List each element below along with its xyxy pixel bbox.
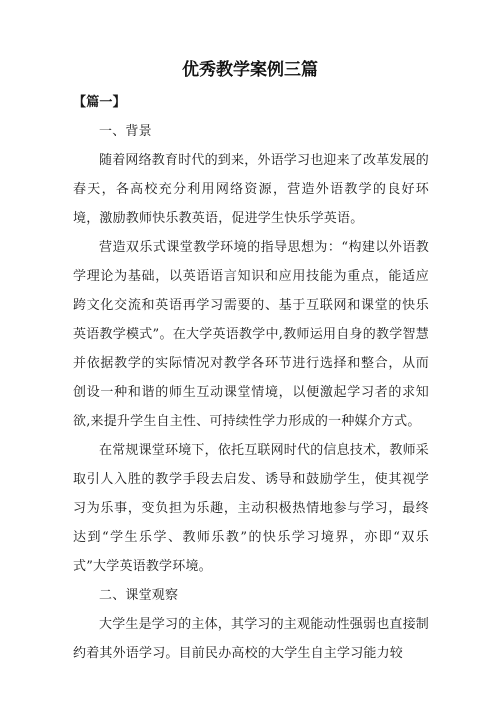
paragraph-2: 营造双乐式课堂教学环境的指导思想为：“构建以外语教学理论为基础，以英语语言知识和应用技能为重点，能适应跨文化交流和英语再学习需要的、基于互联网和课堂的快乐英语教学模式”。在大学英语教学中,教师运用自身的教学智慧并依据教学的实际情况对教学各环节进行选择和整合，从而创设一种和谐的师生互动课堂情境，以便激起学习者的求知欲,来提升学生自主性、可持续性学力形成的一种媒介方式。 [73,240,429,429]
paragraph-1: 随着网络教育时代的到来，外语学习也迎来了改革发展的春天，各高校充分利用网络资源，营造外语教学的良好环境，激励教师快乐教英语，促进学生快乐学英语。 [73,153,430,226]
paragraph-3: 在常规课堂环境下，依托互联网时代的信息技术，教师采取引人入胜的教学手段去启发、诱导和鼓励学生，使其视学习为乐事，变负担为乐趣，主动积极热情地参与学习，最终达到“学生乐学、教师乐教”的快乐学习境界，亦即“双乐式”大学英语教学环境。 [73,443,430,574]
paragraph-4: 大学生是学习的主体，其学习的主观能动性强弱也直接制约着其外语学习。目前民办高校的大学生自主学习能力较 [73,617,430,661]
part-marker: 【篇一】 [73,95,126,110]
document-body [73,88,429,668]
section-heading-background: 一、背景 [99,124,152,139]
section-heading-observation: 二、课堂观察 [99,588,179,603]
document-title: 优秀教学案例三篇 [182,60,318,80]
